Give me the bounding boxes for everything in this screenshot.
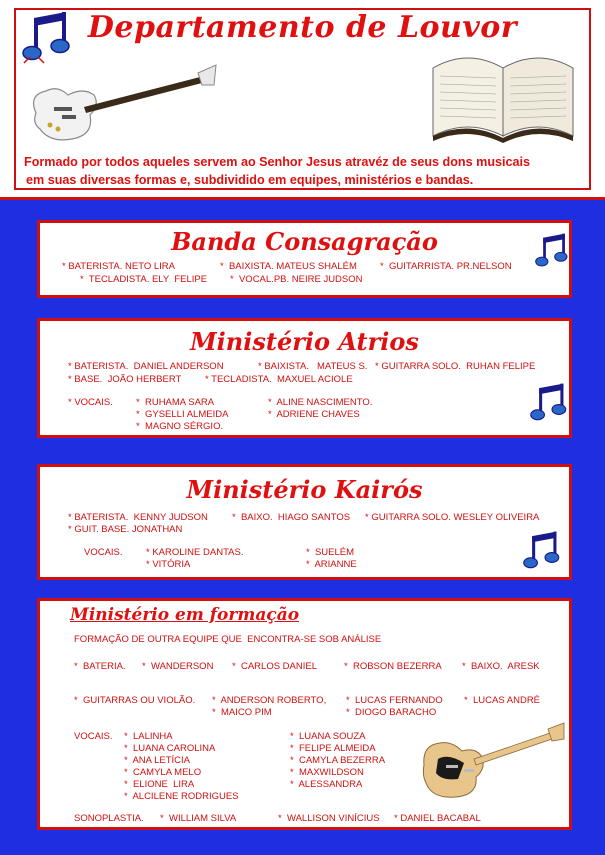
vocals-label: VOCAIS. (74, 731, 113, 742)
vocal-entry: * RUHAMA SARA (136, 397, 215, 408)
member-entry: * WILLIAM SILVA (160, 813, 237, 824)
card-title: Ministério Kairós (186, 475, 423, 504)
page-title: Departamento de Louvor (87, 10, 518, 45)
vocal-entry: * ALINE NASCIMENTO. (268, 397, 373, 408)
member-entry: * BAIXISTA. MATEUS S. (258, 361, 368, 372)
member-entry: * BAIXISTA. MATEUS SHALÉM (220, 261, 357, 272)
vocals-label: * VOCAIS. (68, 397, 113, 408)
member-entry: * GUITARRAS OU VIOLÃO. (74, 695, 196, 706)
member-entry: * TECLADISTA. MAXUEL ACIOLE (205, 374, 353, 385)
member-entry: * DANIEL BACABAL (394, 813, 481, 824)
vocal-entry: * FELIPE ALMEIDA (290, 743, 376, 754)
ministerio-kairos-card (37, 464, 572, 580)
member-entry: * TECLADISTA. ELY FELIPE (80, 274, 208, 285)
member-entry: * VOCAL.PB. NEIRE JUDSON (230, 274, 363, 285)
music-note-icon (535, 227, 569, 275)
music-note-icon (530, 377, 568, 429)
member-entry: * BATERISTA. NETO LIRA (62, 261, 175, 272)
vocal-entry: * LUANA CAROLINA (124, 743, 216, 754)
member-entry: * GUITARRISTA. PR.NELSON (380, 261, 512, 272)
member-entry: * BASE. JOÃO HERBERT (68, 374, 182, 385)
vocal-entry: * LALINHA (124, 731, 173, 742)
member-entry: * BATERIA. (74, 661, 126, 672)
vocal-entry: * VITÓRIA (146, 559, 191, 570)
intro-line-1: Formado por todos aqueles servem ao Senhor Jesus atravéz de seus dons musicais (24, 155, 531, 169)
vocal-entry: * ARIANNE (306, 559, 357, 570)
vocal-entry: * ALCILENE RODRIGUES (124, 791, 239, 802)
intro-text (24, 153, 589, 189)
electric-guitar-icon (28, 55, 218, 145)
ministerio-atrios-card (37, 318, 572, 438)
member-entry: * DIOGO BARACHO (346, 707, 437, 718)
member-entry: * LUCAS ANDRÉ (464, 695, 541, 706)
intro-line-2: em suas diversas formas e, subdividido em equipes, ministérios e bandas. (26, 173, 474, 187)
member-entry: * GUITARRA SOLO. WESLEY OLIVEIRA (365, 512, 540, 523)
member-entry: * BATERISTA. DANIEL ANDERSON (68, 361, 224, 372)
card-title: Ministério Atrios (190, 327, 419, 356)
member-entry: * BAIXO. ARESK (462, 661, 540, 672)
member-entry: * WANDERSON (142, 661, 214, 672)
card-title: Banda Consagração (171, 227, 438, 256)
member-entry: * MAICO PIM (212, 707, 272, 718)
header-panel (0, 0, 605, 200)
card-subtitle: FORMAÇÃO DE OUTRA EQUIPE QUE ENCONTRA-SE SOB ANÁLISE (74, 634, 382, 645)
member-entry: * BAIXO. HIAGO SANTOS (232, 512, 351, 523)
open-bible-icon (428, 28, 578, 143)
vocal-entry: * LUANA SOUZA (290, 731, 366, 742)
member-entry: * ANDERSON ROBERTO, (212, 695, 327, 706)
vocals-label: VOCAIS. (84, 547, 123, 558)
member-entry: * CARLOS DANIEL (232, 661, 317, 672)
vocal-entry: * ALESSANDRA (290, 779, 363, 790)
banda-consagracao-card (37, 220, 572, 298)
vocal-entry: * GYSELLI ALMEIDA (136, 409, 229, 420)
vocal-entry: * ELIONE LIRA (124, 779, 195, 790)
vocal-entry: * MAXWILDSON (290, 767, 364, 778)
member-entry: * GUITARRA SOLO. RUHAN FELIPE (375, 361, 536, 372)
ministerio-formacao-card (37, 598, 572, 830)
member-entry: * BATERISTA. KENNY JUDSON (68, 512, 208, 523)
vocal-entry: * ADRIENE CHAVES (268, 409, 360, 420)
member-entry: * WALLISON VINÍCIUS (278, 813, 380, 824)
vocal-entry: * MAGNO SÉRGIO. (136, 421, 224, 432)
vocal-entry: * CAMYLA MELO (124, 767, 202, 778)
sound-label: SONOPLASTIA. (74, 813, 144, 824)
vocal-entry: * ANA LETÍCIA (124, 755, 190, 766)
vocal-entry: * KAROLINE DANTAS. (146, 547, 244, 558)
card-title: Ministério em formação (70, 605, 300, 625)
music-note-icon (523, 525, 561, 577)
vocal-entry: * CAMYLA BEZERRA (290, 755, 386, 766)
vocal-entry: * SUELÉM (306, 547, 355, 558)
member-entry: * LUCAS FERNANDO (346, 695, 443, 706)
member-entry: * ROBSON BEZERRA (344, 661, 442, 672)
member-entry: * GUIT. BASE. JONATHAN (68, 524, 183, 535)
telecaster-guitar-icon (418, 719, 568, 801)
